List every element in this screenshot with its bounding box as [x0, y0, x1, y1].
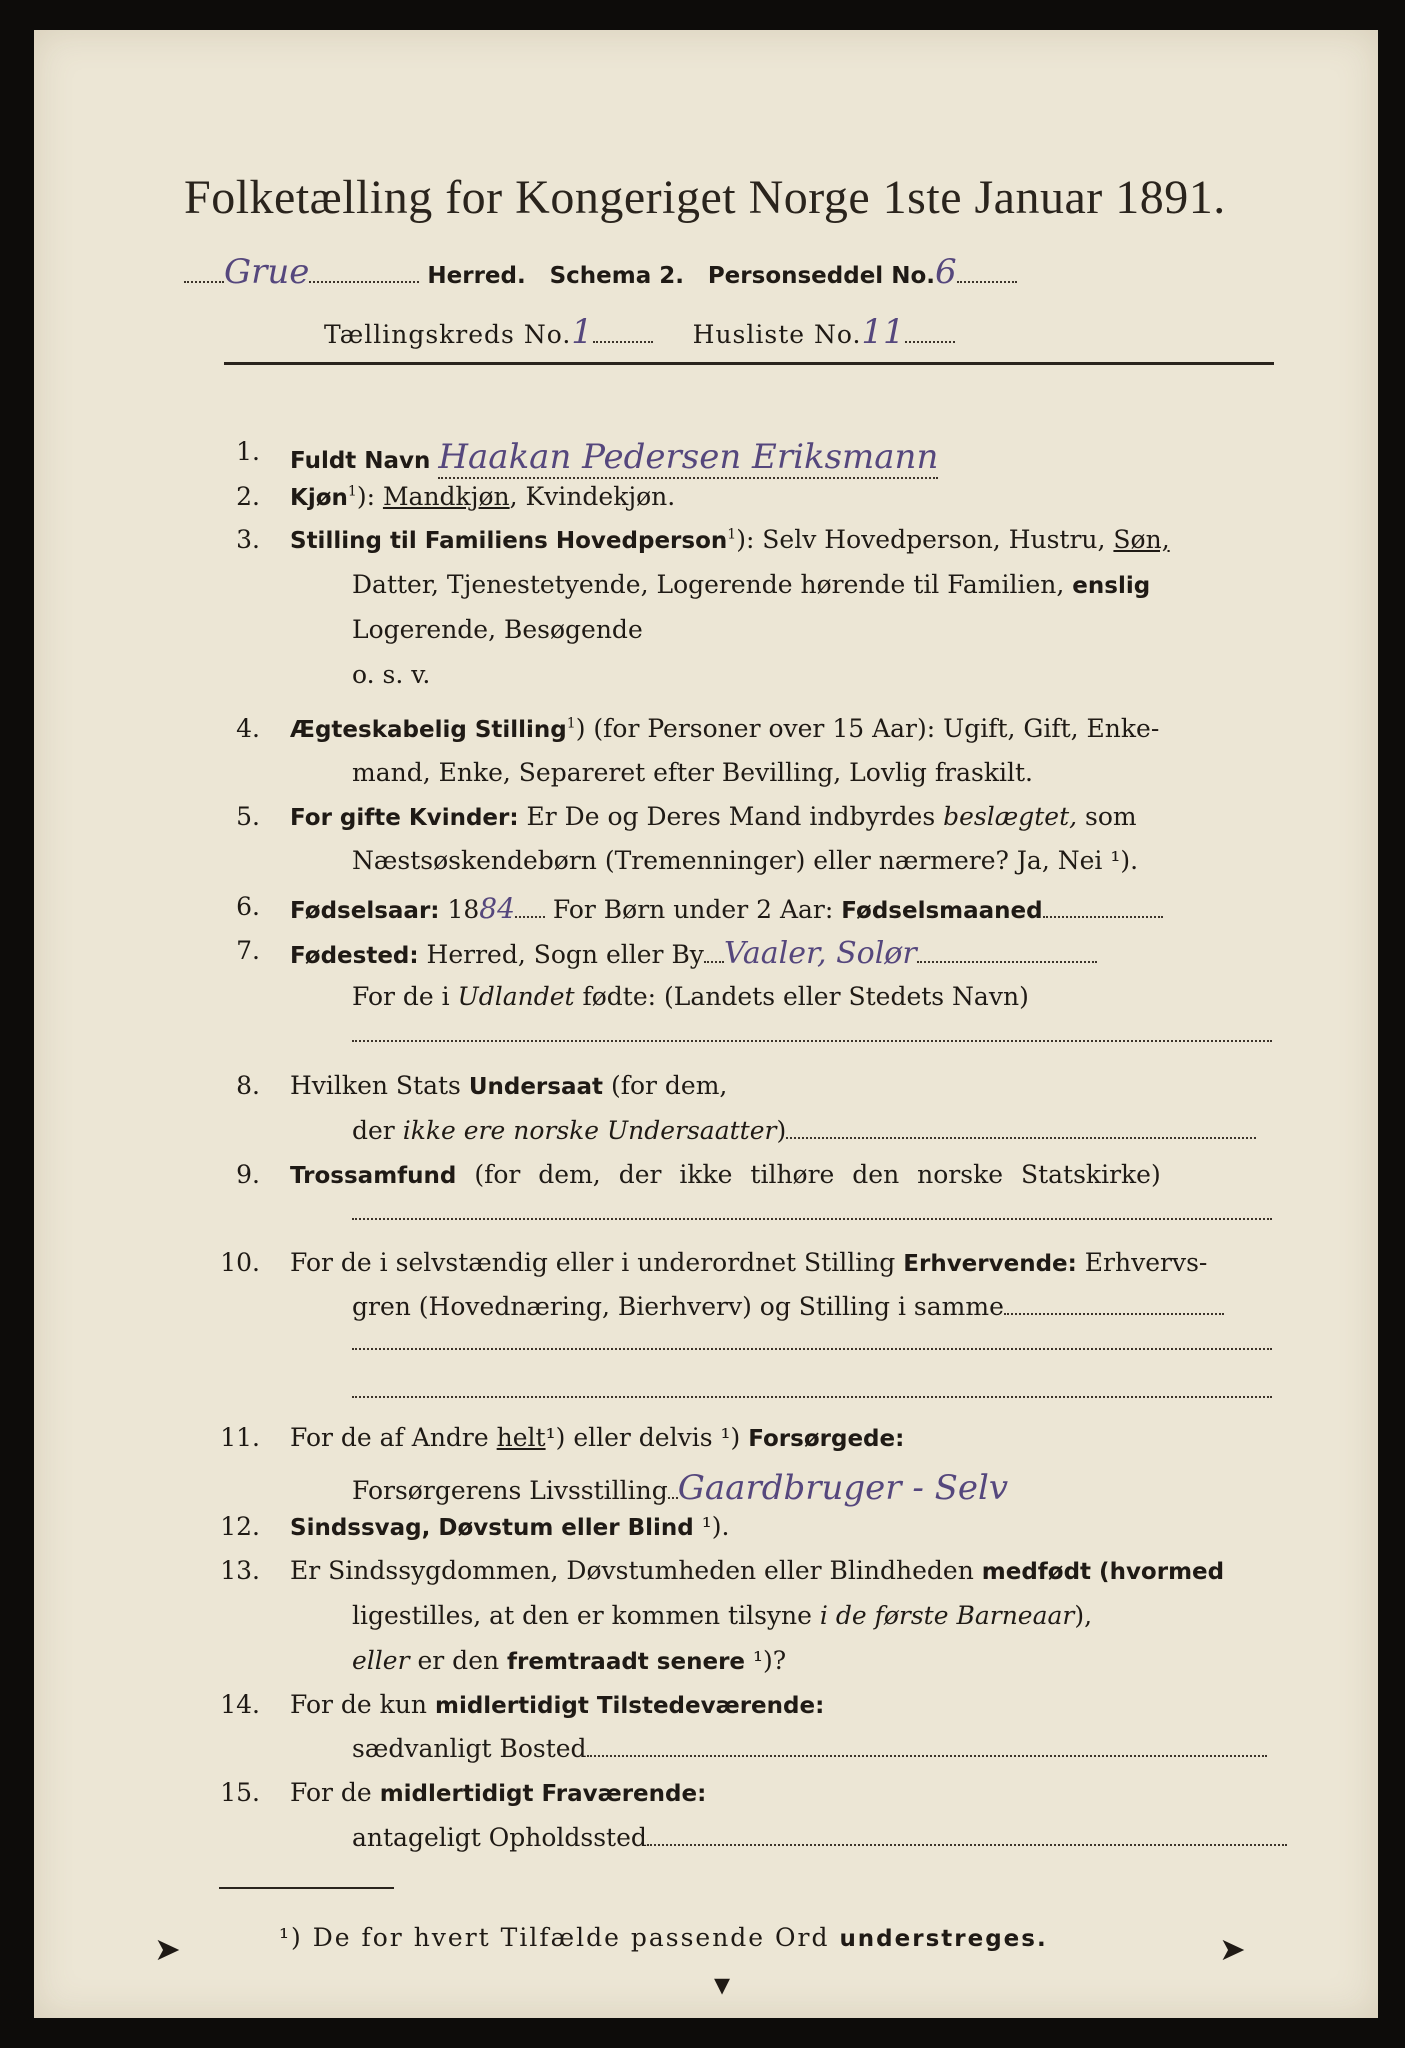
herred-line	[184, 252, 1017, 292]
stilling-option-enslig: enslig	[1072, 573, 1151, 599]
sindssvag-label: Sindssvag, Døvstum eller Blind	[290, 1515, 694, 1541]
bosted-label: sædvanligt Bosted	[352, 1734, 587, 1763]
item-stilling	[290, 525, 1170, 554]
erhverv-text-c: Erhvervs-	[1076, 1248, 1208, 1277]
undersaat-italic: ikke ere norske Undersaatter	[402, 1116, 777, 1145]
fravaerende-line-2	[352, 1823, 1287, 1852]
forsorgede-line-2	[352, 1468, 1008, 1508]
fravaerende-text-a: For de	[290, 1778, 380, 1807]
item-number: 14.	[220, 1690, 260, 1719]
medfodt-eller: eller	[352, 1646, 410, 1675]
item-undersaat	[290, 1071, 727, 1100]
forsorgede-label: Forsørgede:	[748, 1426, 905, 1452]
gifte-kvinder-text: Er De og Deres Mand indbyrdes	[518, 802, 944, 831]
footnote	[279, 1923, 1048, 1952]
footnote-bold: understreges.	[839, 1926, 1048, 1952]
medfodt-text-2a: ligestilles, at den er kommen tilsyne	[352, 1601, 820, 1630]
forsorger-label: Forsørgerens Livsstilling	[352, 1476, 668, 1505]
item-number: 5.	[236, 802, 260, 831]
forsorgede-option-helt: helt	[496, 1423, 546, 1452]
fuldt-navn-value: Haakan Pedersen Eriksmann	[438, 437, 939, 477]
husliste-label: Husliste No.	[692, 320, 862, 349]
erhverv-text-a: For de i selvstændig eller i underordnet Stilling	[290, 1248, 904, 1277]
udland-italic: Udlandet	[457, 982, 575, 1011]
item-number: 10.	[220, 1248, 260, 1277]
gifte-kvinder-label: For gifte Kvinder:	[290, 805, 519, 831]
item-forsorgede	[290, 1423, 904, 1452]
forsorgede-text-a: For de af Andre	[290, 1423, 497, 1452]
item-number: 3.	[236, 525, 260, 554]
medfodt-italic: i de første Barneaar	[819, 1601, 1075, 1630]
stilling-line-3: Logerende, Besøgende	[352, 615, 643, 644]
item-number: 4.	[236, 714, 260, 743]
personseddel-label: Personseddel No.	[707, 263, 935, 289]
item-tilstede	[290, 1690, 824, 1719]
form-title: Folketælling for Kongeriget Norge 1ste Januar 1891.	[184, 171, 1226, 224]
medfodt-text-a: Er Sindssygdommen, Døvstumheden eller Blindheden	[290, 1556, 982, 1585]
item-trossamfund	[290, 1160, 1161, 1189]
item-fuldt-navn	[290, 437, 938, 477]
undersaat-close: )	[776, 1116, 787, 1145]
aegteskab-label: Ægteskabelig Stilling	[290, 717, 567, 743]
kjon-text: ):	[356, 482, 383, 511]
kreds-line	[324, 312, 955, 352]
herred-value: Grue	[224, 252, 310, 292]
item-gifte-kvinder	[290, 802, 1137, 831]
gifte-kvinder-line-2: Næstsøskendebørn (Tremenninger) eller nærmere? Ja, Nei ¹).	[352, 846, 1139, 875]
erhverv-blank-line-2	[352, 1396, 1272, 1398]
footnote-ref: 1	[727, 526, 737, 543]
gifte-kvinder-end: som	[1077, 802, 1137, 831]
trossamfund-label: Trossamfund	[290, 1163, 457, 1189]
trossamfund-blank-line	[352, 1218, 1272, 1220]
kjon-label: Kjøn	[290, 485, 348, 511]
fodselsaar-prefix: 18	[439, 895, 480, 924]
corner-mark-icon: ➤	[1219, 1930, 1246, 1968]
fodselsaar-text: For Børn under 2 Aar:	[544, 895, 842, 924]
footnote-text: ¹) De for hvert Tilfælde passende Ord	[279, 1923, 840, 1952]
item-kjon	[290, 482, 675, 511]
undersaat-line-2	[352, 1116, 1256, 1145]
item-number: 2.	[236, 482, 260, 511]
tilstede-line-2	[352, 1734, 1267, 1763]
fodested-text: Herred, Sogn eller By	[418, 940, 704, 969]
herred-label: Herred.	[427, 263, 526, 289]
medfodt-line-3	[352, 1646, 786, 1675]
medfodt-text-3c: ¹)?	[745, 1646, 787, 1675]
medfodt-text-c: (hvormed	[1091, 1559, 1225, 1585]
taellingskreds-label: Tællingskreds No.	[324, 320, 572, 349]
item-number: 11.	[220, 1423, 260, 1452]
aegteskab-options-1: ) (for Personer over 15 Aar): Ugift, Gift, Enke-	[575, 714, 1160, 743]
erhverv-text-2: gren (Hovednæring, Bierhverv) og Stilling i samme	[352, 1292, 1004, 1321]
medfodt-label: medfødt	[981, 1559, 1092, 1585]
stilling-label: Stilling til Familiens Hovedperson	[290, 528, 728, 554]
header-rule	[224, 362, 1274, 365]
udland-text-b: fødte: (Landets eller Stedets Navn)	[574, 982, 1029, 1011]
udland-text-a: For de i	[352, 982, 458, 1011]
census-form-page	[34, 30, 1378, 2018]
item-aegteskab	[290, 714, 1159, 743]
item-number: 12.	[220, 1512, 260, 1541]
item-medfodt	[290, 1556, 1224, 1585]
tilstede-text-a: For de kun	[290, 1690, 435, 1719]
footnote-ref: 1	[347, 483, 357, 500]
item-number: 8.	[236, 1071, 260, 1100]
undersaat-label: Undersaat	[468, 1074, 603, 1100]
footnote-ref: 1	[566, 715, 576, 732]
stilling-option-son: Søn,	[1113, 525, 1170, 554]
item-fodested	[290, 936, 1097, 971]
trossamfund-text: (for dem, der ikke tilhøre den norske Statskirke)	[456, 1160, 1161, 1189]
personseddel-value: 6	[935, 252, 957, 292]
fodested-line-2	[352, 982, 1029, 1011]
stilling-options-1: ): Selv Hovedperson, Hustru,	[736, 525, 1114, 554]
sindssvag-end: ¹).	[693, 1512, 730, 1541]
erhverv-label: Erhvervende:	[903, 1251, 1077, 1277]
stilling-line-2	[352, 570, 1150, 599]
tilstede-label: midlertidigt Tilstedeværende:	[434, 1693, 825, 1719]
item-number: 15.	[220, 1778, 260, 1807]
fravaerende-label: midlertidigt Fraværende:	[379, 1781, 707, 1807]
stilling-options-2: Datter, Tjenestetyende, Logerende hørende til Familien,	[352, 570, 1073, 599]
item-fravaerende	[290, 1778, 706, 1807]
medfodt-text-2c: ),	[1074, 1601, 1093, 1630]
taellingskreds-value: 1	[571, 312, 593, 352]
fodselsmaaned-label: Fødselsmaaned	[841, 898, 1043, 924]
item-erhverv	[290, 1248, 1207, 1277]
item-number: 9.	[236, 1160, 260, 1189]
aegteskab-line-2: mand, Enke, Separeret efter Bevilling, Lovlig fraskilt.	[352, 758, 1033, 787]
gifte-kvinder-italic: beslægtet,	[943, 802, 1078, 831]
undersaat-text-c: (for dem,	[603, 1071, 728, 1100]
medfodt-text-3a: er den	[409, 1646, 508, 1675]
footnote-rule	[219, 1887, 394, 1889]
kjon-option-kvindekjon: , Kvindekjøn.	[509, 482, 676, 511]
fuldt-navn-label: Fuldt Navn	[290, 448, 431, 474]
fodested-value: Vaaler, Solør	[723, 936, 917, 971]
husliste-value: 11	[861, 312, 905, 352]
forsorgede-text-b: ¹) eller delvis ¹)	[545, 1423, 749, 1452]
item-number: 7.	[236, 936, 260, 965]
item-number: 13.	[220, 1556, 260, 1585]
opholdssted-label: antageligt Opholdssted	[352, 1823, 647, 1852]
forsorger-value: Gaardbruger - Selv	[677, 1468, 1009, 1508]
erhverv-blank-line-1	[352, 1348, 1272, 1350]
fodselsaar-label: Fødselsaar:	[290, 898, 440, 924]
fodselsaar-value: 84	[479, 892, 515, 925]
stilling-line-4: o. s. v.	[352, 660, 431, 689]
fodested-label: Fødested:	[290, 943, 419, 969]
item-number: 6.	[236, 892, 260, 921]
center-mark-icon: ▾	[714, 1965, 731, 2003]
item-fodselsaar	[290, 892, 1163, 925]
item-sindssvag	[290, 1512, 729, 1541]
kjon-option-mandkjon: Mandkjøn	[382, 482, 510, 511]
undersaat-der: der	[352, 1116, 403, 1145]
item-number: 1.	[236, 437, 260, 466]
undersaat-text-a: Hvilken Stats	[290, 1071, 469, 1100]
medfodt-line-2	[352, 1601, 1092, 1630]
schema-label: Schema 2.	[549, 263, 684, 289]
erhverv-line-2	[352, 1292, 1224, 1321]
corner-mark-icon: ➤	[154, 1930, 181, 1968]
fodested-blank-line	[352, 1040, 1272, 1042]
fremtraadt-label: fremtraadt senere	[507, 1649, 746, 1675]
